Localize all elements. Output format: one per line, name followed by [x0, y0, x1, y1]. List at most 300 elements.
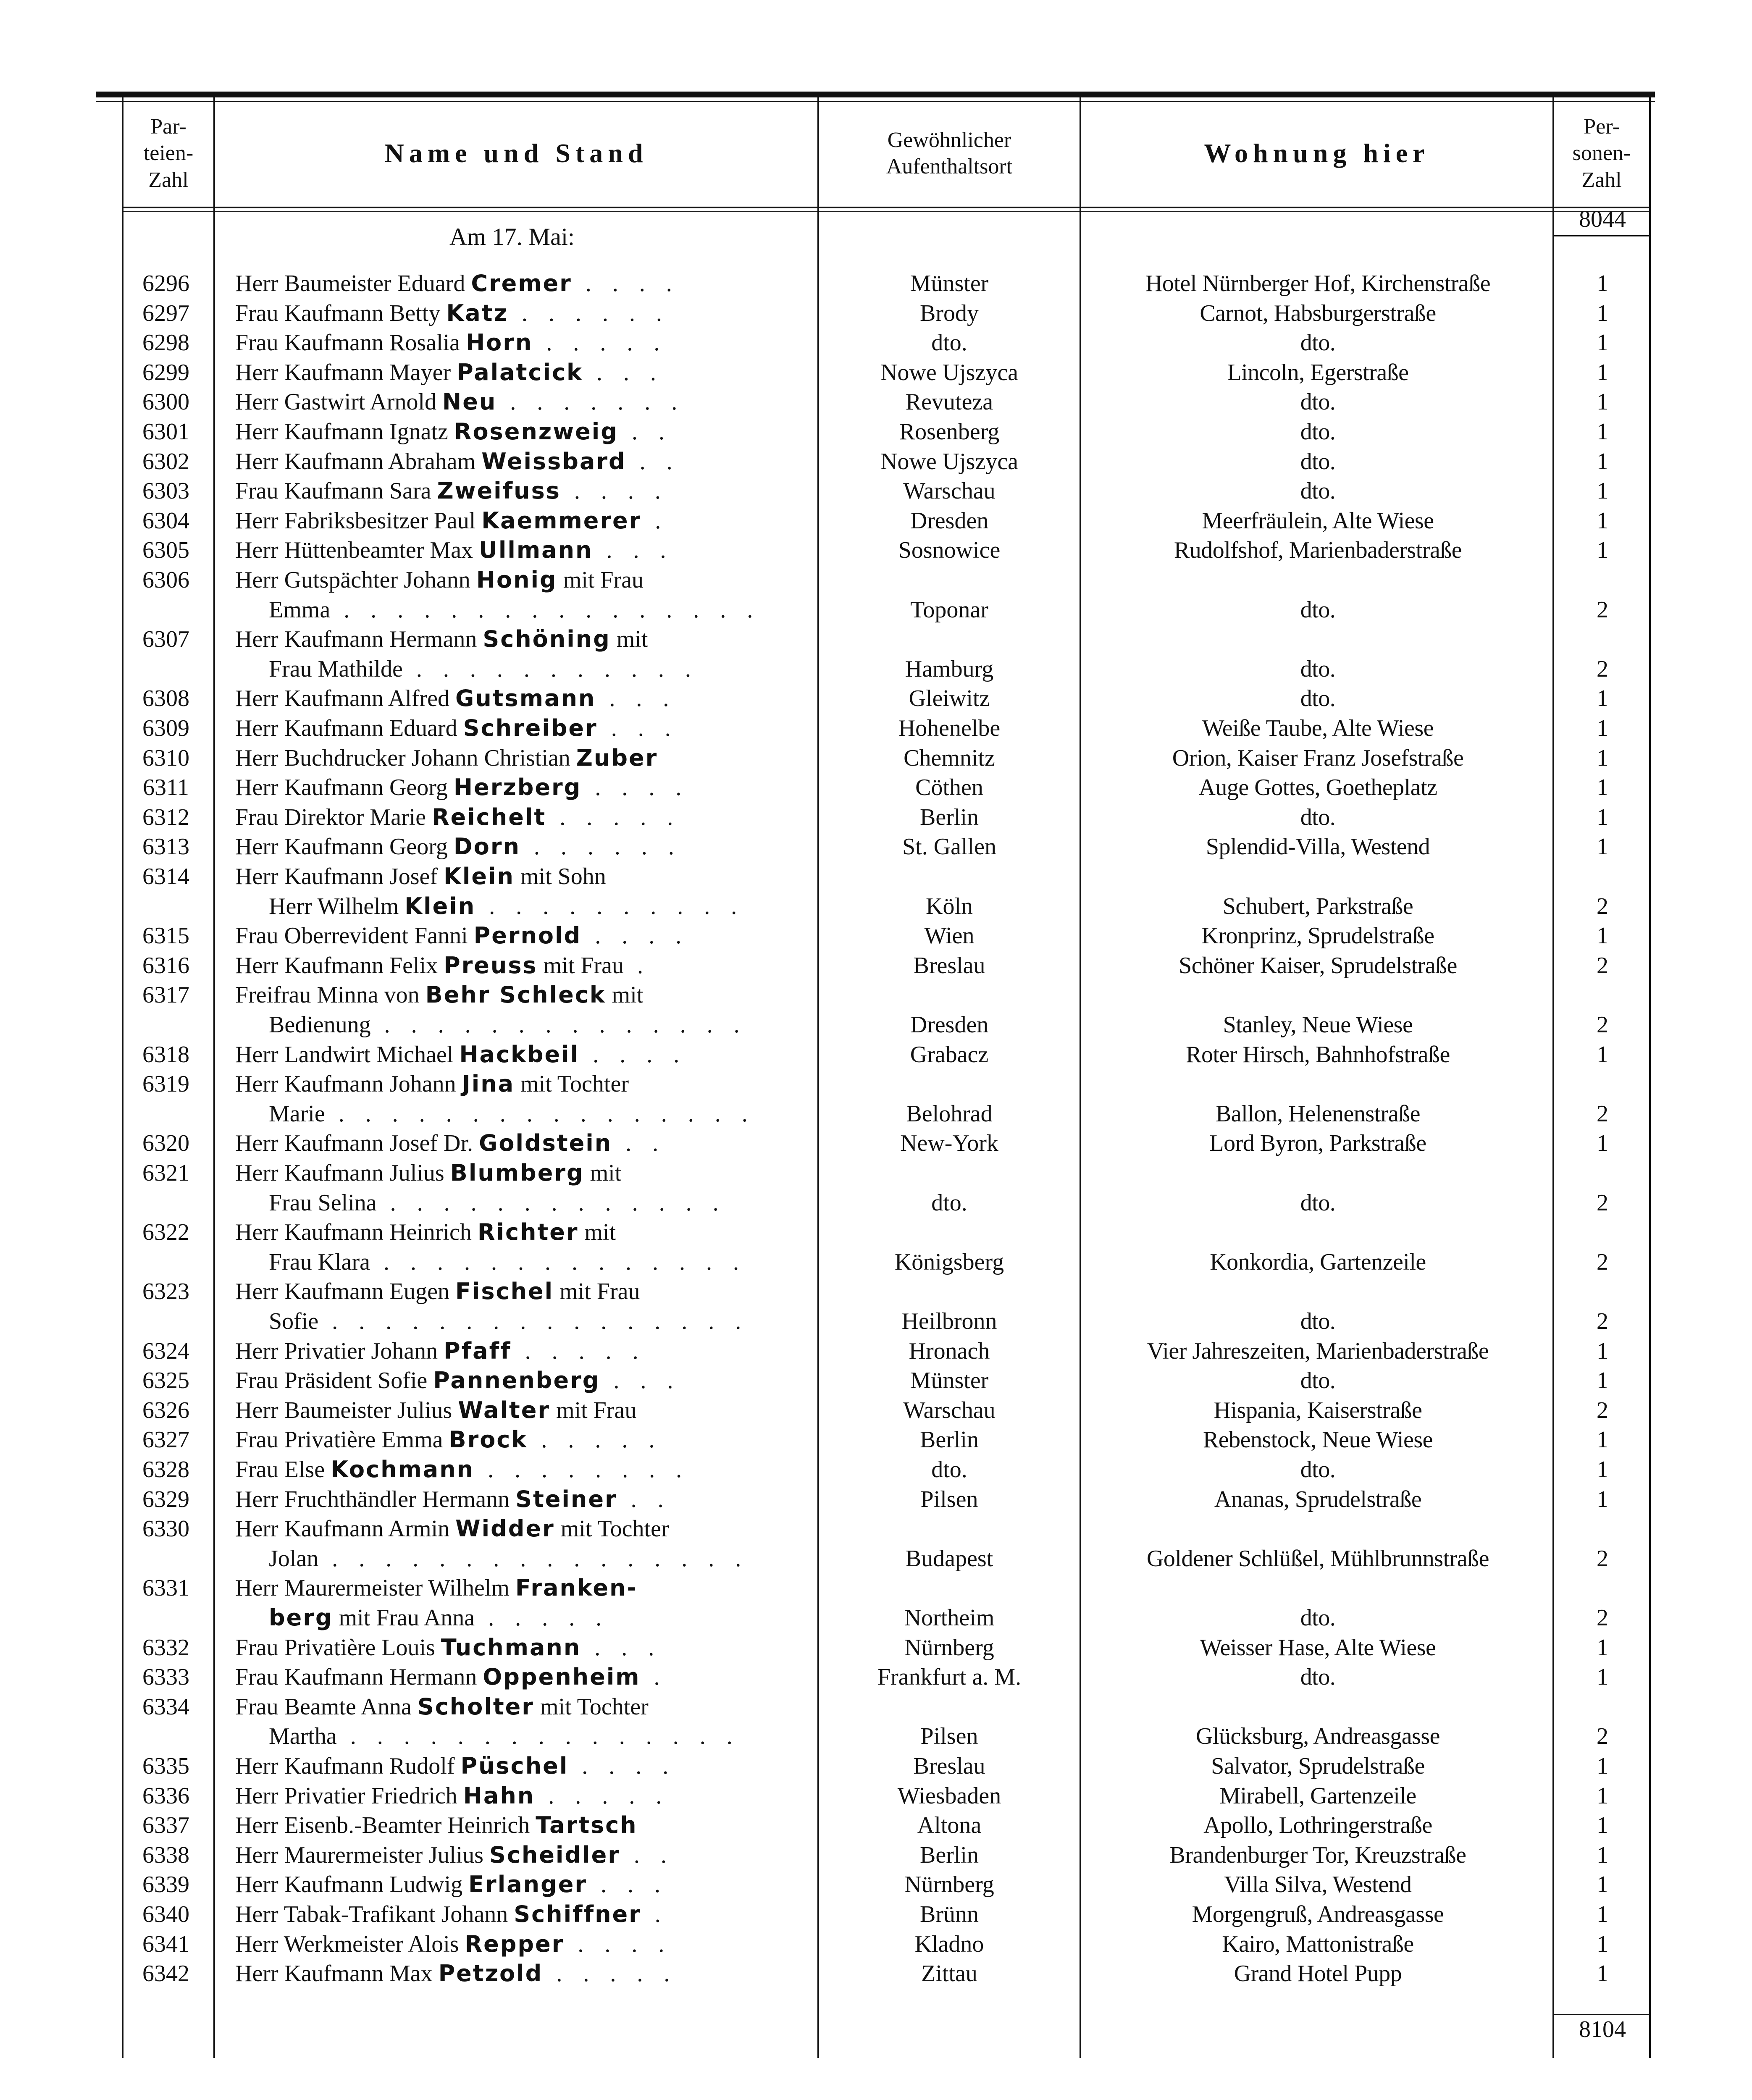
entry-origin: Grabacz	[910, 1041, 989, 1068]
entry-name-line	[235, 1069, 806, 1099]
leader-dots: . . . . .	[475, 1605, 609, 1631]
entry-name-line	[269, 1544, 840, 1573]
entry-number: 6306	[142, 567, 189, 593]
entry-number: 6317	[142, 982, 189, 1008]
entry-name-text: mit	[584, 1160, 622, 1186]
entry-surname: Richter	[477, 1219, 579, 1246]
entry-persons: 1	[1597, 1041, 1608, 1068]
date-label: Am 17. Mai:	[449, 223, 575, 250]
entry-number: 6338	[142, 1842, 189, 1868]
entry-name-line	[235, 1633, 806, 1662]
entry-name-text: Herr Buchdrucker Johann Christian	[235, 745, 576, 771]
leader-dots: . . . . .	[535, 1782, 670, 1809]
entry-address: Hispania, Kaiserstraße	[1214, 1397, 1422, 1423]
entry-name-text: Herr Maurermeister Julius	[235, 1842, 489, 1868]
entry-origin: Pilsen	[920, 1723, 978, 1750]
leader-dots: . . . .	[579, 1041, 687, 1068]
leader-dots: . . . . . . . .	[474, 1457, 690, 1483]
entry-origin: Sosnowice	[898, 537, 1001, 564]
entry-name-line	[235, 1840, 806, 1870]
entry-origin: Münster	[910, 270, 989, 297]
entry-name-text: Herr Kaufmann Johann	[235, 1071, 462, 1097]
entry-name-text: mit Frau	[557, 567, 644, 593]
entry-persons: 2	[1597, 1100, 1608, 1127]
entry-name-line	[235, 832, 806, 861]
entry-name-text: Emma	[269, 596, 331, 623]
entry-surname: Gutsmann	[455, 685, 596, 712]
entry-origin: Breslau	[913, 1753, 985, 1779]
entry-name-text: Frau Kaufmann Betty	[235, 300, 447, 326]
entry-name-line	[235, 269, 806, 298]
entry-name-text: Herr Kaufmann Heinrich	[235, 1219, 478, 1246]
entry-persons: 1	[1597, 1338, 1608, 1364]
header-col-name: Name und Stand	[384, 138, 648, 168]
entry-name-line	[235, 506, 806, 536]
entry-name-line	[269, 892, 840, 921]
entry-name-text: Herr Kaufmann Felix	[235, 952, 444, 979]
entry-persons: 1	[1597, 1782, 1608, 1809]
entry-name-text: Bedienung	[269, 1012, 371, 1038]
entry-name-text: Herr Kaufmann Ignatz	[235, 419, 454, 445]
entry-name-line	[235, 743, 806, 773]
entry-address: Rebenstock, Neue Wiese	[1203, 1427, 1433, 1453]
entry-address: Hotel Nürnberger Hof, Kirchenstraße	[1145, 270, 1491, 297]
sum-rule-bottom	[1554, 2014, 1649, 2015]
leader-dots: . . . . . . . . . . . . . .	[370, 1012, 747, 1038]
entry-name-text: Frau Privatière Louis	[235, 1634, 441, 1661]
entry-surname: Neu	[442, 388, 497, 415]
entry-persons: 2	[1597, 656, 1608, 682]
entry-name-line	[235, 1455, 806, 1484]
leader-dots: . . .	[581, 1634, 662, 1661]
entry-name-line	[269, 1188, 840, 1218]
entry-origin: Gleiwitz	[909, 685, 990, 712]
entry-number: 6298	[142, 330, 189, 356]
entry-surname: Pernold	[473, 922, 582, 949]
entry-persons: 2	[1597, 596, 1608, 623]
entry-persons: 1	[1597, 330, 1608, 356]
entry-number: 6336	[142, 1782, 189, 1809]
entry-surname: Blumberg	[450, 1160, 584, 1186]
entry-surname: Pfaff	[444, 1337, 512, 1364]
entry-surname: berg	[269, 1604, 333, 1631]
leader-dots: . . .	[587, 1872, 668, 1898]
entry-surname: Kochmann	[331, 1456, 475, 1483]
entry-name-text: Frau Kaufmann Sara	[235, 478, 437, 504]
entry-origin: Warschau	[903, 1397, 996, 1423]
entry-name-text: Frau Else	[235, 1457, 331, 1483]
entry-origin: Pilsen	[920, 1486, 978, 1512]
entry-address: dto.	[1300, 1368, 1336, 1394]
leader-dots: .	[641, 1901, 668, 1927]
entry-number: 6304	[142, 507, 189, 534]
entry-surname: Jina	[462, 1071, 515, 1097]
entry-name-text: Herr Fabriksbesitzer Paul	[235, 507, 482, 534]
entry-number: 6308	[142, 685, 189, 712]
entry-surname: Behr Schleck	[425, 982, 606, 1008]
entry-number: 6335	[142, 1753, 189, 1779]
entry-name-text: Herr Kaufmann Abraham	[235, 448, 482, 475]
entry-persons: 2	[1597, 1605, 1608, 1631]
entry-number: 6296	[142, 270, 189, 297]
entry-origin: Heilbronn	[901, 1308, 997, 1334]
entry-name-line	[235, 358, 806, 387]
entry-address: Carnot, Habsburgerstraße	[1200, 300, 1436, 326]
entry-persons: 1	[1597, 1842, 1608, 1868]
header-col-address: Wohnung hier	[1204, 138, 1430, 168]
entry-surname: Dorn	[453, 833, 520, 860]
entry-address: dto.	[1300, 330, 1336, 356]
entry-number: 6318	[142, 1041, 189, 1068]
entry-name-text: mit Frau Anna	[333, 1605, 475, 1631]
leader-dots: . . . . . .	[520, 834, 682, 860]
entry-origin: New-York	[900, 1130, 998, 1157]
entry-number: 6324	[142, 1338, 189, 1364]
entry-name-line	[235, 1900, 806, 1929]
leader-dots: . . . .	[572, 270, 680, 297]
entry-persons: 1	[1597, 478, 1608, 504]
entry-address: Vier Jahreszeiten, Marienbaderstraße	[1147, 1338, 1489, 1364]
entry-name-line	[235, 476, 806, 506]
entry-origin: Nowe Ujszyca	[880, 359, 1019, 386]
entry-surname: Kaemmerer	[481, 507, 642, 534]
entry-surname: Brock	[449, 1426, 528, 1453]
entry-number: 6333	[142, 1664, 189, 1690]
entry-name-line	[235, 1336, 806, 1366]
entry-surname: Steiner	[515, 1486, 617, 1512]
entry-surname: Hackbeil	[459, 1041, 580, 1068]
entry-number: 6310	[142, 745, 189, 771]
entry-name-text: Herr Kaufmann Max	[235, 1961, 439, 1987]
entry-number: 6327	[142, 1427, 189, 1453]
entry-name-text: mit Frau	[550, 1397, 637, 1423]
entry-surname: Katz	[446, 299, 508, 326]
entry-address: Grand Hotel Pupp	[1234, 1961, 1402, 1987]
entry-name-line	[235, 1277, 806, 1306]
entry-name-text: mit Frau	[537, 952, 624, 979]
entry-name-text: Frau Oberrevident Fanni	[235, 923, 474, 949]
entry-persons: 1	[1597, 507, 1608, 534]
entry-name-text: Herr Kaufmann Georg	[235, 834, 454, 860]
entry-surname: Klein	[405, 892, 476, 919]
entry-name-text: Freifrau Minna von	[235, 982, 426, 1008]
entry-origin: Münster	[910, 1368, 989, 1394]
entry-surname: Ullmann	[479, 537, 593, 564]
entry-address: Weisser Hase, Alte Wiese	[1200, 1634, 1436, 1661]
entry-name-line	[235, 536, 806, 565]
entry-name-line	[235, 921, 806, 950]
entry-name-line	[235, 862, 806, 891]
entry-surname: Preuss	[444, 952, 538, 979]
entry-address: dto.	[1300, 685, 1336, 712]
entry-persons: 2	[1597, 1545, 1608, 1572]
entry-name-line	[235, 1129, 806, 1158]
entry-origin: dto.	[931, 330, 967, 356]
entry-origin: Köln	[926, 893, 973, 919]
entry-surname: Goldstein	[479, 1130, 612, 1157]
entry-address: dto.	[1300, 1664, 1336, 1690]
entry-name-line	[235, 803, 806, 832]
entry-name-text: Herr Kaufmann Rudolf	[235, 1753, 461, 1779]
entry-number: 6300	[142, 389, 189, 415]
leader-dots: .	[641, 507, 669, 534]
entry-origin: Nürnberg	[904, 1872, 994, 1898]
entry-origin: Northeim	[904, 1605, 995, 1631]
leader-dots: . . . . .	[511, 1338, 646, 1364]
entry-persons: 1	[1597, 804, 1608, 830]
entry-name-text: mit Tochter	[515, 1071, 629, 1097]
entry-persons: 1	[1597, 685, 1608, 712]
entry-address: Ballon, Helenenstraße	[1215, 1100, 1421, 1127]
entry-address: dto.	[1300, 656, 1336, 682]
entry-origin: Budapest	[905, 1545, 993, 1572]
entry-name-line	[235, 1959, 806, 1988]
leader-dots: . . .	[596, 685, 677, 712]
entry-name-line	[235, 1573, 806, 1603]
leader-dots: . . . .	[568, 1753, 676, 1779]
entry-surname: Tuchmann	[441, 1634, 581, 1661]
entry-origin: Chemnitz	[904, 745, 995, 771]
entry-number: 6307	[142, 626, 189, 653]
entry-number: 6315	[142, 923, 189, 949]
entry-surname: Schreiber	[463, 715, 598, 741]
entry-persons: 1	[1597, 1368, 1608, 1394]
entry-number: 6340	[142, 1901, 189, 1927]
entry-surname: Zuber	[576, 744, 658, 771]
entry-number: 6341	[142, 1931, 189, 1957]
entry-name-line	[235, 1662, 806, 1692]
entry-name-text: mit Tochter	[554, 1516, 669, 1542]
entry-number: 6325	[142, 1368, 189, 1394]
entry-name-line	[235, 1781, 806, 1811]
leader-dots: . . .	[600, 1368, 681, 1394]
entry-name-text: Frau Beamte Anna	[235, 1693, 418, 1720]
entry-name-text: Sofie	[269, 1308, 319, 1334]
entry-name-text: Herr Baumeister Eduard	[235, 270, 471, 297]
entry-surname: Rosenzweig	[454, 418, 618, 445]
entry-origin: Nürnberg	[904, 1634, 994, 1661]
entry-name-line	[235, 1396, 806, 1425]
entry-name-line	[269, 1099, 840, 1129]
leader-dots: . . . . . . . . . . .	[402, 656, 699, 682]
entry-origin: Revuteza	[905, 389, 993, 415]
entry-name-line	[235, 1870, 806, 1899]
entry-name-text: mit	[610, 626, 648, 653]
entry-name-text: Frau Kaufmann Hermann	[235, 1664, 483, 1690]
leader-dots: . . . . . .	[508, 300, 670, 326]
entry-name-text: mit	[606, 982, 644, 1008]
leader-dots: . .	[612, 1130, 666, 1157]
entry-number: 6303	[142, 478, 189, 504]
entry-name-line	[269, 1603, 840, 1633]
entry-persons: 1	[1597, 1634, 1608, 1661]
entry-address: Schubert, Parkstraße	[1222, 893, 1413, 919]
entry-origin: Brody	[920, 300, 979, 326]
entry-address: Meerfräulein, Alte Wiese	[1202, 507, 1434, 534]
entry-name-text: Frau Selina	[269, 1189, 377, 1216]
leader-dots: . . . .	[581, 774, 689, 801]
entry-persons: 1	[1597, 1961, 1608, 1987]
entry-persons: 1	[1597, 834, 1608, 860]
entry-surname: Erlanger	[468, 1871, 587, 1898]
entry-name-line	[235, 773, 806, 802]
entry-name-line	[235, 387, 806, 417]
sum-rule-top	[1554, 235, 1649, 236]
entry-address: Mirabell, Gartenzeile	[1219, 1782, 1416, 1809]
entry-surname: Widder	[455, 1515, 555, 1542]
entry-surname: Walter	[458, 1396, 550, 1423]
entry-name-line	[269, 1307, 840, 1336]
entry-number: 6311	[143, 774, 189, 801]
leader-dots: . . . . . . . . . . . . . . . .	[325, 1100, 755, 1127]
entry-persons: 1	[1597, 1457, 1608, 1483]
entry-address: dto.	[1300, 419, 1336, 445]
entry-address: Kairo, Mattonistraße	[1222, 1931, 1414, 1957]
entry-address: Rudolfshof, Marienbaderstraße	[1174, 537, 1462, 564]
entry-origin: Breslau	[913, 952, 985, 979]
entry-name-text: Herr Kaufmann Josef	[235, 864, 444, 890]
entry-address: dto.	[1300, 804, 1336, 830]
entry-origin: Zittau	[921, 1961, 977, 1987]
entry-number: 6313	[142, 834, 189, 860]
entry-name-line	[269, 1010, 840, 1040]
entry-origin: Hamburg	[905, 656, 994, 682]
top-rule-thick	[96, 92, 1655, 97]
entry-surname: Zweifuss	[437, 478, 561, 504]
entry-name-line	[235, 684, 806, 713]
entry-number: 6302	[142, 448, 189, 475]
entry-name-text: Herr Wilhelm	[269, 893, 405, 919]
entry-address: Villa Silva, Westend	[1224, 1872, 1412, 1898]
entry-surname: Reichelt	[432, 803, 546, 830]
leader-dots: . . . . . . . . . . . . . . . .	[318, 1545, 749, 1572]
entry-name-line	[235, 299, 806, 328]
entry-number: 6342	[142, 1961, 189, 1987]
entry-number: 6316	[142, 952, 189, 979]
entry-name-line	[235, 1929, 806, 1959]
entry-name-text: Herr Kaufmann Georg	[235, 774, 454, 801]
entry-name-text: Frau Privatière Emma	[235, 1427, 449, 1453]
entry-persons: 1	[1597, 359, 1608, 386]
entry-surname: Horn	[465, 329, 533, 356]
entry-persons: 1	[1597, 389, 1608, 415]
entry-number: 6337	[142, 1812, 189, 1839]
entry-persons: 1	[1597, 270, 1608, 297]
entry-name-text: Herr Kaufmann Alfred	[235, 685, 456, 712]
entry-persons: 1	[1597, 1931, 1608, 1957]
entry-surname: Honig	[476, 567, 557, 593]
entry-address: dto.	[1300, 1457, 1336, 1483]
header-col-num: Par- teien- Zahl	[143, 114, 194, 192]
entry-origin: Berlin	[920, 804, 979, 830]
entry-origin: Belohrad	[906, 1100, 993, 1127]
entry-number: 6322	[142, 1219, 189, 1246]
entry-name-line	[235, 980, 806, 1010]
entry-name-text: Marie	[269, 1100, 325, 1127]
entry-persons: 2	[1597, 1308, 1608, 1334]
entry-name-text: Frau Kaufmann Rosalia	[235, 330, 466, 356]
leader-dots: . . . . . . . . . . . . . .	[370, 1249, 747, 1275]
entry-address: Ananas, Sprudelstraße	[1214, 1486, 1422, 1512]
entry-name-line	[235, 565, 806, 595]
entry-surname: Oppenheim	[483, 1664, 641, 1690]
entry-name-line	[235, 1751, 806, 1781]
entry-name-text: Herr Kaufmann Hermann	[235, 626, 483, 653]
entry-name-text: Herr Werkmeister Alois	[235, 1931, 465, 1957]
entry-surname: Weissbard	[481, 448, 626, 475]
entry-name-line	[235, 1692, 806, 1722]
leader-dots: . .	[618, 419, 672, 445]
entry-persons: 1	[1597, 1901, 1608, 1927]
leader-dots: . . . . . . . . . . . . . . . .	[330, 596, 761, 623]
entry-name-line	[269, 654, 840, 684]
entry-origin: Cöthen	[915, 774, 983, 801]
entry-address: Stanley, Neue Wiese	[1223, 1012, 1413, 1038]
entry-address: Lincoln, Egerstraße	[1227, 359, 1409, 386]
entry-name-text: Herr Privatier Johann	[235, 1338, 444, 1364]
entry-address: Weiße Taube, Alte Wiese	[1202, 715, 1434, 741]
leader-dots: . . . . . . . . . . . . . . .	[336, 1723, 740, 1750]
entry-persons: 1	[1597, 1664, 1608, 1690]
entry-name-line	[235, 447, 806, 476]
entry-persons: 1	[1597, 419, 1608, 445]
entry-name-line	[235, 1485, 806, 1514]
entry-name-text: Herr Maurermeister Wilhelm	[235, 1575, 515, 1601]
entry-name-line	[235, 1218, 806, 1247]
entry-number: 6332	[142, 1634, 189, 1661]
entry-name-text: Frau Klara	[269, 1249, 370, 1275]
leader-dots: . . . . . . . . . . . . . . . .	[318, 1308, 749, 1334]
entry-origin: dto.	[931, 1457, 967, 1483]
entry-surname: Cremer	[471, 270, 572, 297]
entry-address: Apollo, Lothringerstraße	[1203, 1812, 1432, 1839]
entry-address: Auge Gottes, Goetheplatz	[1198, 774, 1437, 801]
entry-origin: Toponar	[910, 596, 988, 623]
leader-dots: . . . .	[564, 1931, 672, 1957]
entry-name-text: Herr Kaufmann Ludwig	[235, 1872, 469, 1898]
entry-number: 6309	[142, 715, 189, 741]
entry-surname: Fischel	[455, 1278, 554, 1305]
entry-address: dto.	[1300, 1308, 1336, 1334]
entry-number: 6297	[142, 300, 189, 326]
entry-name-text: Herr Fruchthändler Hermann	[235, 1486, 516, 1512]
entry-name-text: Frau Mathilde	[269, 656, 403, 682]
leader-dots: . .	[620, 1842, 674, 1868]
leader-dots: . . . . . . . . . .	[475, 893, 745, 919]
entry-origin: Königsberg	[894, 1249, 1004, 1275]
entry-address: dto.	[1300, 1605, 1336, 1631]
leader-dots: . . . .	[560, 478, 668, 504]
entry-address: Salvator, Sprudelstraße	[1211, 1753, 1425, 1779]
entry-address: dto.	[1300, 596, 1336, 623]
entry-name-line	[235, 1425, 806, 1454]
entry-persons: 1	[1597, 774, 1608, 801]
entry-name-text: Herr Kaufmann Armin	[235, 1516, 456, 1542]
entry-name-text: Frau Präsident Sofie	[235, 1368, 433, 1394]
leader-dots: . . .	[593, 537, 674, 564]
entry-surname: Palatcick	[457, 359, 583, 386]
entry-address: Morgengruß, Andreasgasse	[1192, 1901, 1444, 1927]
entry-origin: Wiesbaden	[897, 1782, 1001, 1809]
entry-persons: 1	[1597, 745, 1608, 771]
entry-origin: Dresden	[910, 1012, 989, 1038]
page-total: 8104	[1579, 2016, 1626, 2042]
entry-name-text: Herr Kaufmann Eduard	[235, 715, 463, 741]
entry-origin: Hronach	[909, 1338, 990, 1364]
entry-address: Lord Byron, Parkstraße	[1209, 1130, 1426, 1157]
entry-name-line	[235, 625, 806, 654]
entry-surname: Hahn	[463, 1782, 535, 1809]
